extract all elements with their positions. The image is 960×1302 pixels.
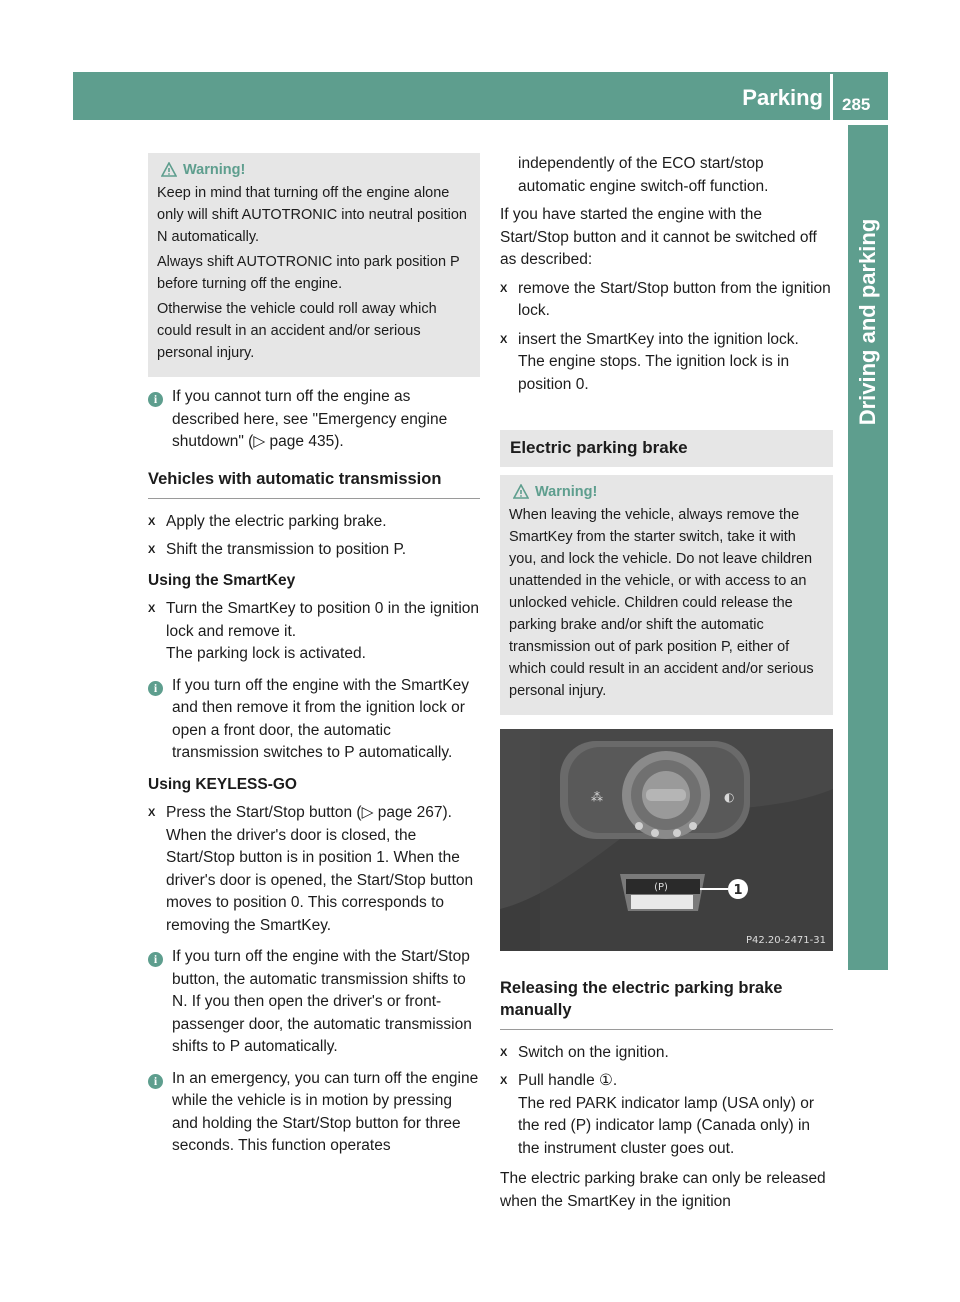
- instruction-step: [148, 598, 480, 666]
- body-paragraph: The electric parking brake can only be released when the SmartKey in the ignition: [500, 1170, 826, 1210]
- instruction-step: [500, 278, 833, 323]
- right-column: [500, 153, 833, 1213]
- chapter-tab-label: Driving and parking: [855, 218, 880, 426]
- svg-text:(P): (P): [654, 881, 668, 893]
- info-text: If you cannot turn off the engine as described here, see "Emergency engine shutdown" (▷ page 435).: [172, 388, 448, 450]
- warning-icon: [161, 162, 177, 178]
- step-text: Switch on the ignition.: [518, 1043, 669, 1061]
- info-text: In an emergency, you can turn off the engine while the vehicle is in motion by pressing and holding the Start/Stop button for three seconds. This function operates: [172, 1069, 479, 1154]
- info-icon: i: [148, 952, 163, 967]
- info-text: If you turn off the engine with the SmartKey and then remove it from the ignition lock or open a front door, the automatic transmission switches to P automatically.: [172, 676, 469, 761]
- warning-paragraph: Always shift AUTOTRONIC into park position P before turning off the engine.: [157, 254, 460, 292]
- warning-icon: [513, 484, 529, 500]
- step-text: Turn the SmartKey to position 0 in the ignition lock and remove it.: [166, 600, 480, 640]
- subheading: Using KEYLESS-GO: [148, 775, 297, 793]
- step-arrow-icon: X: [148, 515, 156, 528]
- instruction-step: [148, 511, 480, 534]
- svg-text:⁂: ⁂: [591, 789, 603, 804]
- warning-heading: [513, 481, 824, 503]
- step-result: The red PARK indicator lamp (USA only) or the red (P) indicator lamp (Canada only) in the instrument cluster goes out.: [518, 1094, 815, 1157]
- step-text: Apply the electric parking brake.: [166, 512, 387, 530]
- step-text: Pull handle ①.: [518, 1072, 618, 1089]
- instruction-step: [500, 1042, 833, 1065]
- step-arrow-icon: X: [148, 603, 156, 615]
- section-heading: Vehicles with automatic transmission: [148, 468, 480, 499]
- page-number: 285: [842, 95, 871, 114]
- instruction-step: [148, 539, 480, 562]
- info-note: [148, 675, 480, 765]
- warning-heading: [161, 159, 471, 181]
- step-arrow-icon: X: [500, 1046, 508, 1059]
- info-icon: i: [148, 681, 163, 696]
- instruction-step: [500, 329, 833, 397]
- step-result: When the driver's door is closed, the Start/Stop button is in position 1. When the driver's door is opened, the Start/Stop button moves to position 0. This corresponds to removing the SmartKey.: [166, 826, 474, 934]
- figure-code: P42.20-2471-31: [745, 934, 826, 946]
- info-note: [148, 386, 480, 454]
- info-icon: i: [148, 392, 163, 407]
- info-icon: i: [148, 1074, 163, 1089]
- dashboard-illustration: [500, 729, 833, 951]
- step-arrow-icon: X: [500, 282, 508, 295]
- section-heading: Releasing the electric parking brake manually: [500, 977, 833, 1030]
- svg-text:◐: ◐: [724, 789, 735, 804]
- warning-paragraph: When leaving the vehicle, always remove the SmartKey from the starter switch, take it with you, and lock the vehicle. Do not leave children unattended in the vehicle, or with access to an unlocked vehicle. Children could release the parking brake and/or shift the automatic transmission out of park position P, either of which could result in an accident and/or serious personal injury.: [509, 506, 814, 699]
- step-text: Press the Start/Stop button (▷ page 267).: [166, 804, 452, 821]
- step-arrow-icon: X: [148, 544, 156, 556]
- warning-box: [148, 153, 480, 377]
- warning-paragraph: Otherwise the vehicle could roll away which could result in an accident and/or serious personal injury.: [157, 301, 437, 361]
- section-title: Parking: [742, 85, 823, 110]
- warning-paragraph: Keep in mind that turning off the engine alone only will shift AUTOTRONIC into neutral position N automatically.: [157, 185, 467, 245]
- warning-title: Warning!: [535, 483, 598, 500]
- step-result: The engine stops. The ignition lock is in position 0.: [518, 353, 790, 393]
- instruction-step: [500, 1070, 833, 1160]
- left-column: [148, 153, 480, 1167]
- step-arrow-icon: X: [500, 333, 508, 346]
- section-band-title: Electric parking brake: [500, 430, 833, 467]
- chapter-marker: [848, 885, 888, 970]
- step-arrow-icon: X: [500, 1075, 508, 1087]
- step-text: remove the Start/Stop button from the ignition lock.: [518, 279, 831, 319]
- instruction-step: [148, 802, 480, 937]
- step-result: The parking lock is activated.: [166, 645, 366, 662]
- step-text: insert the SmartKey into the ignition lock.: [518, 330, 799, 348]
- warning-title: Warning!: [183, 162, 246, 178]
- subheading: Using the SmartKey: [148, 571, 296, 589]
- body-paragraph: If you have started the engine with the Start/Stop button and it cannot be switched off as described:: [500, 206, 817, 268]
- continued-text: independently of the ECO start/stop automatic engine switch-off function.: [518, 155, 769, 195]
- figure-callout-number: 1: [733, 882, 743, 898]
- info-note: [148, 946, 480, 1059]
- warning-box: [500, 475, 833, 715]
- info-text: If you turn off the engine with the Start/Stop button, the automatic transmission shifts to N. If you then open the driver's or front-passenger door, the automatic transmission shifts to P automatically.: [172, 948, 472, 1055]
- parking-brake-figure: [500, 729, 833, 951]
- info-note: [148, 1068, 480, 1158]
- step-text: Shift the transmission to position P.: [166, 541, 407, 558]
- step-arrow-icon: X: [148, 807, 156, 819]
- header-divider: [830, 74, 833, 120]
